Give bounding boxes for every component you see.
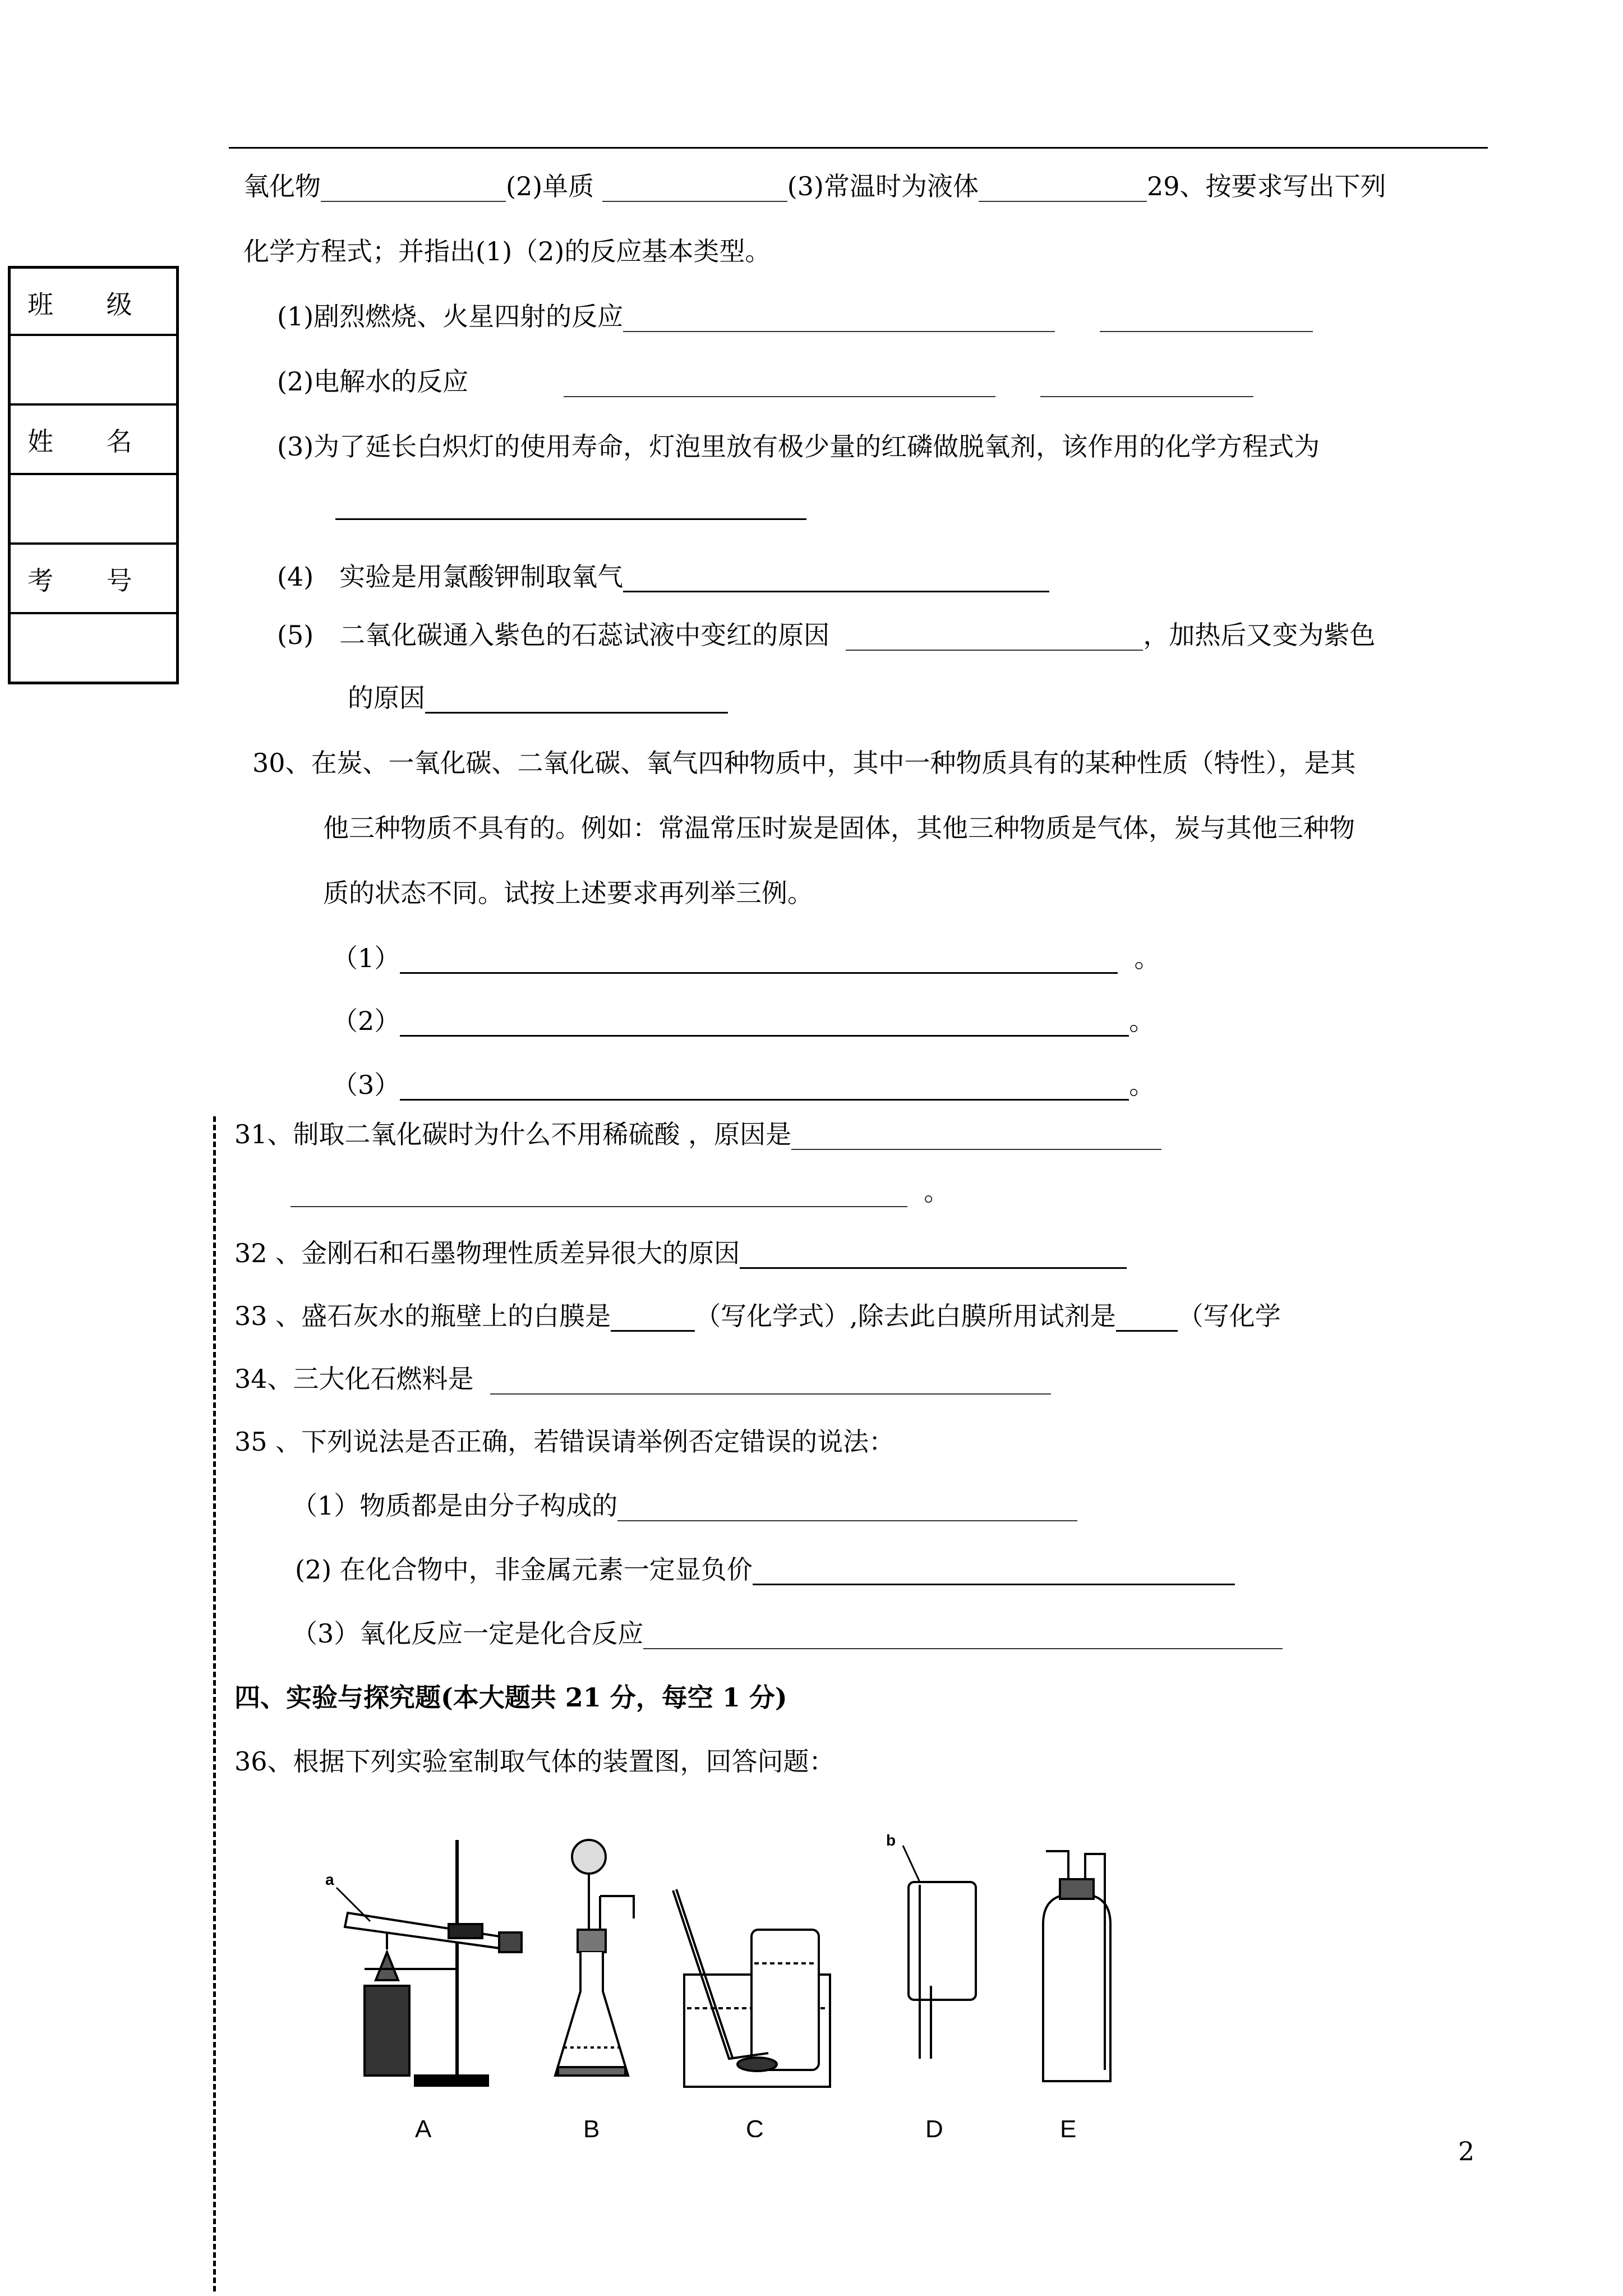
page-number: 2: [1458, 2136, 1475, 2166]
answer-blank[interactable]: [753, 1559, 1235, 1585]
svg-text:a: a: [325, 1871, 334, 1888]
apparatus-b: [555, 1840, 634, 2076]
q28-tail-line: 氧化物 (2)单质 (3)常温时为液体 29、按要求写出下列: [243, 171, 1386, 201]
q34: 34、三大化石燃料是: [234, 1363, 1051, 1395]
answer-blank[interactable]: [400, 947, 1118, 974]
class-field[interactable]: [11, 334, 176, 403]
answer-blank[interactable]: [611, 1305, 695, 1332]
answer-blank[interactable]: [1040, 371, 1253, 397]
q30-line-1: 30、在炭、一氧化碳、二氧化碳、氧气四种物质中，其中一种物质具有的某种性质（特性），是其: [252, 748, 1356, 778]
q29-item-3: (3)为了延长白炽灯的使用寿命，灯泡里放有极少量的红磷做脱氧剂，该作用的化学方程式为: [277, 431, 1320, 462]
q30-answer-3: （3） 。: [332, 1070, 1155, 1100]
answer-blank[interactable]: [425, 687, 728, 714]
answer-blank[interactable]: [564, 371, 995, 397]
binding-line: [213, 1116, 216, 2292]
answer-blank[interactable]: [602, 176, 787, 202]
q31: 31、制取二氧化碳时为什么不用稀硫酸 ，原因是: [234, 1119, 1161, 1150]
answer-blank[interactable]: [623, 306, 1055, 332]
q29-item-2: (2)电解水的反应: [277, 366, 1253, 397]
answer-blank[interactable]: [979, 176, 1147, 202]
q30-line-3: 质的状态不同。试按上述要求再列举三例。: [323, 878, 813, 908]
apparatus-e: [1043, 1851, 1110, 2081]
figure-label-d: D: [925, 2115, 943, 2137]
q29-item-5-cont: 的原因: [348, 682, 728, 714]
q33: 33 、盛石灰水的瓶壁上的白膜是 （写化学式）,除去此白膜所用试剂是 （写化学: [234, 1301, 1281, 1331]
figure-label-a: A: [415, 2115, 432, 2137]
answer-blank[interactable]: [623, 566, 1049, 592]
q31-cont: 。: [291, 1176, 949, 1207]
q35-item-2: (2) 在化合物中，非金属元素一定显负价: [295, 1554, 1235, 1585]
name-label: 姓 名: [27, 426, 155, 457]
class-label: 班 级: [27, 289, 155, 320]
answer-blank[interactable]: [321, 176, 506, 202]
q36: 36、根据下列实验室制取气体的装置图，回答问题：: [234, 1746, 835, 1777]
answer-blank[interactable]: [791, 1124, 1161, 1150]
answer-blank[interactable]: [291, 1181, 907, 1207]
answer-blank[interactable]: [1116, 1305, 1178, 1332]
answer-blank[interactable]: [740, 1243, 1127, 1269]
number-label: 考 号: [27, 565, 155, 596]
lab-apparatus-figure: [303, 1823, 1228, 2137]
answer-blank[interactable]: [617, 1496, 1077, 1521]
student-info-table: [8, 266, 179, 684]
q29-item-1: (1)剧烈燃烧、火星四射的反应: [277, 301, 1313, 332]
q35-item-1: （1）物质都是由分子构成的: [292, 1490, 1077, 1521]
svg-text:b: b: [886, 1832, 896, 1849]
q32: 32 、金刚石和石墨物理性质差异很大的原因: [234, 1237, 1127, 1269]
number-field[interactable]: [11, 612, 176, 682]
q30-answer-1: （1） 。: [332, 943, 1160, 973]
answer-blank[interactable]: [643, 1623, 1283, 1649]
q29-item-4: (4) 实验是用氯酸钾制取氧气: [277, 561, 1049, 592]
q35-intro: 35 、下列说法是否正确，若错误请举例否定错误的说法：: [234, 1427, 895, 1457]
q29-item-5: (5) 二氧化碳通入紫色的石蕊试液中变红的原因 ，加热后又变为紫色: [277, 620, 1376, 650]
section-4-title: 四、实验与探究题(本大题共 21 分，每空 1 分): [234, 1682, 787, 1713]
apparatus-c: [673, 1889, 830, 2087]
q30-answer-2: （2） 。: [332, 1006, 1155, 1036]
figure-label-c: C: [746, 2115, 764, 2137]
q29-intro: 化学方程式；并指出(1)（2)的反应基本类型。: [243, 236, 771, 266]
answer-blank[interactable]: [490, 1369, 1051, 1395]
q30-line-2: 他三种物质不具有的。例如：常温常压时炭是固体，其他三种物质是气体，炭与其他三种物: [323, 813, 1355, 843]
answer-blank[interactable]: [846, 625, 1143, 651]
apparatus-a: [325, 1840, 522, 2086]
answer-blank[interactable]: [335, 494, 806, 520]
name-field[interactable]: [11, 473, 176, 542]
header-rule: [229, 147, 1488, 149]
figure-label-b: B: [583, 2115, 600, 2137]
answer-blank[interactable]: [400, 1074, 1129, 1101]
q35-item-3: （3）氧化反应一定是化合反应: [292, 1618, 1283, 1649]
apparatus-d: [886, 1832, 976, 2059]
figure-label-e: E: [1060, 2115, 1077, 2137]
answer-blank[interactable]: [400, 1010, 1129, 1037]
answer-blank[interactable]: [1100, 306, 1313, 332]
